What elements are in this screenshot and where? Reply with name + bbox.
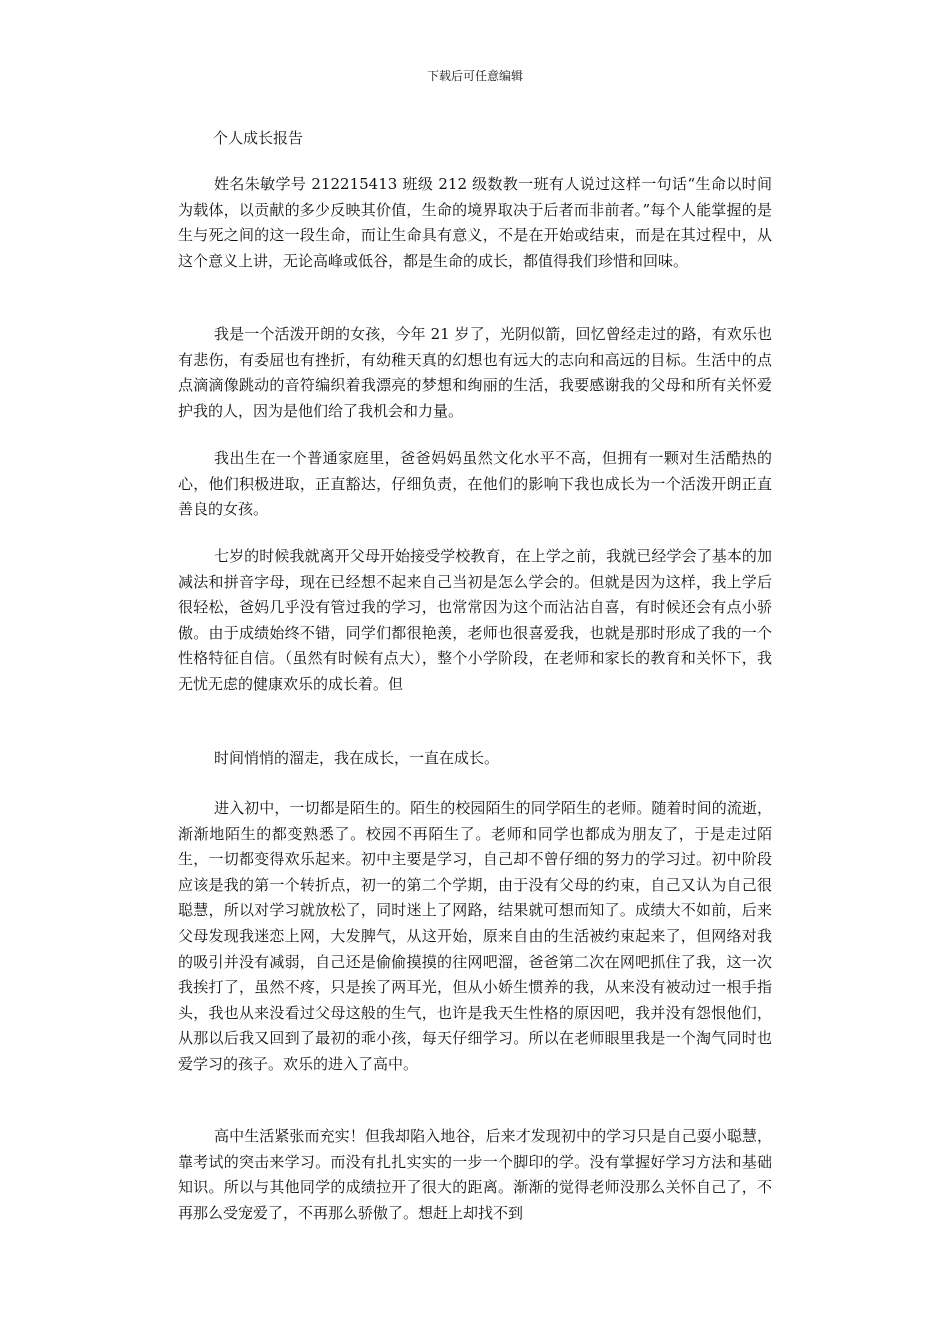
paragraph-middle-school: 进入初中，一切都是陌生的。陌生的校园陌生的同学陌生的老师。随着时间的流逝，渐渐地陌生的都变熟悉了。校园不再陌生了。老师和同学也都成为朋友了，于是走过陌生，一切都变得欢乐起来。初中主要是学习，自己却不曾仔细的努力的学习过。初中阶段应该是我的第一个转折点，初一的第二个学期，由于没有父母的约束，自己又认为自己很聪慧，所以对学习就放松了，同时迷上了网路，结果就可想而知了。成绩大不如前，后来父母发现我迷恋上网，大发脾气，从这开始，原来自由的生活被约束起来了，但网络对我的吸引并没有减弱，自己还是偷偷摸摸的往网吧溜，爸爸第二次在网吧抓住了我，这一次我挨打了，虽然不疼，只是挨了两耳光，但从小娇生惯养的我，从来没有被动过一根手指头，我也从来没看过父母这般的生气，也许是我天生性格的原因吧，我并没有怨恨他们，从那以后我又回到了最初的乖小孩，每天仔细学习。所以在老师眼里我是一个淘气同时也爱学习的孩子。欢乐的进入了高中。 xyxy=(178,799,772,1073)
paragraph-primary-school: 七岁的时候我就离开父母开始接受学校教育，在上学之前，我就已经学会了基本的加减法和拼音字母，现在已经想不起来自己当初是怎么学会的。但就是因为这样，我上学后很轻松，爸妈几乎没有管过我的学习，也常常因为这个而沾沾自喜，有时候还会有点小骄傲。由于成绩始终不错，同学们都很艳羡，老师也很喜爱我，也就是那时形成了我的一个性格特征自信。（虽然有时候有点大），整个小学阶段，在老师和家长的教育和关怀下，我无忧无虑的健康欢乐的成长着。但 xyxy=(178,547,772,693)
document-title: 个人成长报告 xyxy=(213,129,304,147)
paragraph-time-passing: 时间悄悄的溜走，我在成长，一直在成长。 xyxy=(214,749,500,767)
paragraph-intro: 姓名朱敏学号 212215413 班级 212 级数教一班有人说过这样一句话“生命以时间为载体，以贡献的多少反映其价值，生命的境界取决于后者而非前者。”每个人能掌握的是生与死之间的这一段生命，而让生命具有意义，不是在开始或结束，而是在其过程中，从这个意义上讲，无论高峰或低谷，都是生命的成长，都值得我们珍惜和回味。 xyxy=(178,175,772,270)
paragraph-high-school: 高中生活紧张而充实！但我却陷入地谷，后来才发现初中的学习只是自己耍小聪慧，靠考试的突击来学习。而没有扎扎实实的一步一个脚印的学。没有掌握好学习方法和基础知识。所以与其他同学的成绩拉开了很大的距离。渐渐的觉得老师没那么关怀自己了，不再那么受宠爱了，不再那么骄傲了。想赶上却找不到 xyxy=(178,1127,772,1222)
paragraph-family: 我出生在一个普通家庭里，爸爸妈妈虽然文化水平不高，但拥有一颗对生活酷热的心，他们积极进取，正直豁达，仔细负责，在他们的影响下我也成长为一个活泼开朗正直善良的女孩。 xyxy=(178,449,772,519)
paragraph-self-description: 我是一个活泼开朗的女孩，今年 21 岁了，光阴似箭，回忆曾经走过的路，有欢乐也有悲伤，有委屈也有挫折，有幼稚天真的幻想也有远大的志向和高远的目标。生活中的点点滴滴像跳动的音符编织着我漂亮的梦想和绚丽的生活，我要感谢我的父母和所有关怀爱护我的人，因为是他们给了我机会和力量。 xyxy=(178,325,772,420)
download-note: 下载后可任意编辑 xyxy=(426,69,523,83)
